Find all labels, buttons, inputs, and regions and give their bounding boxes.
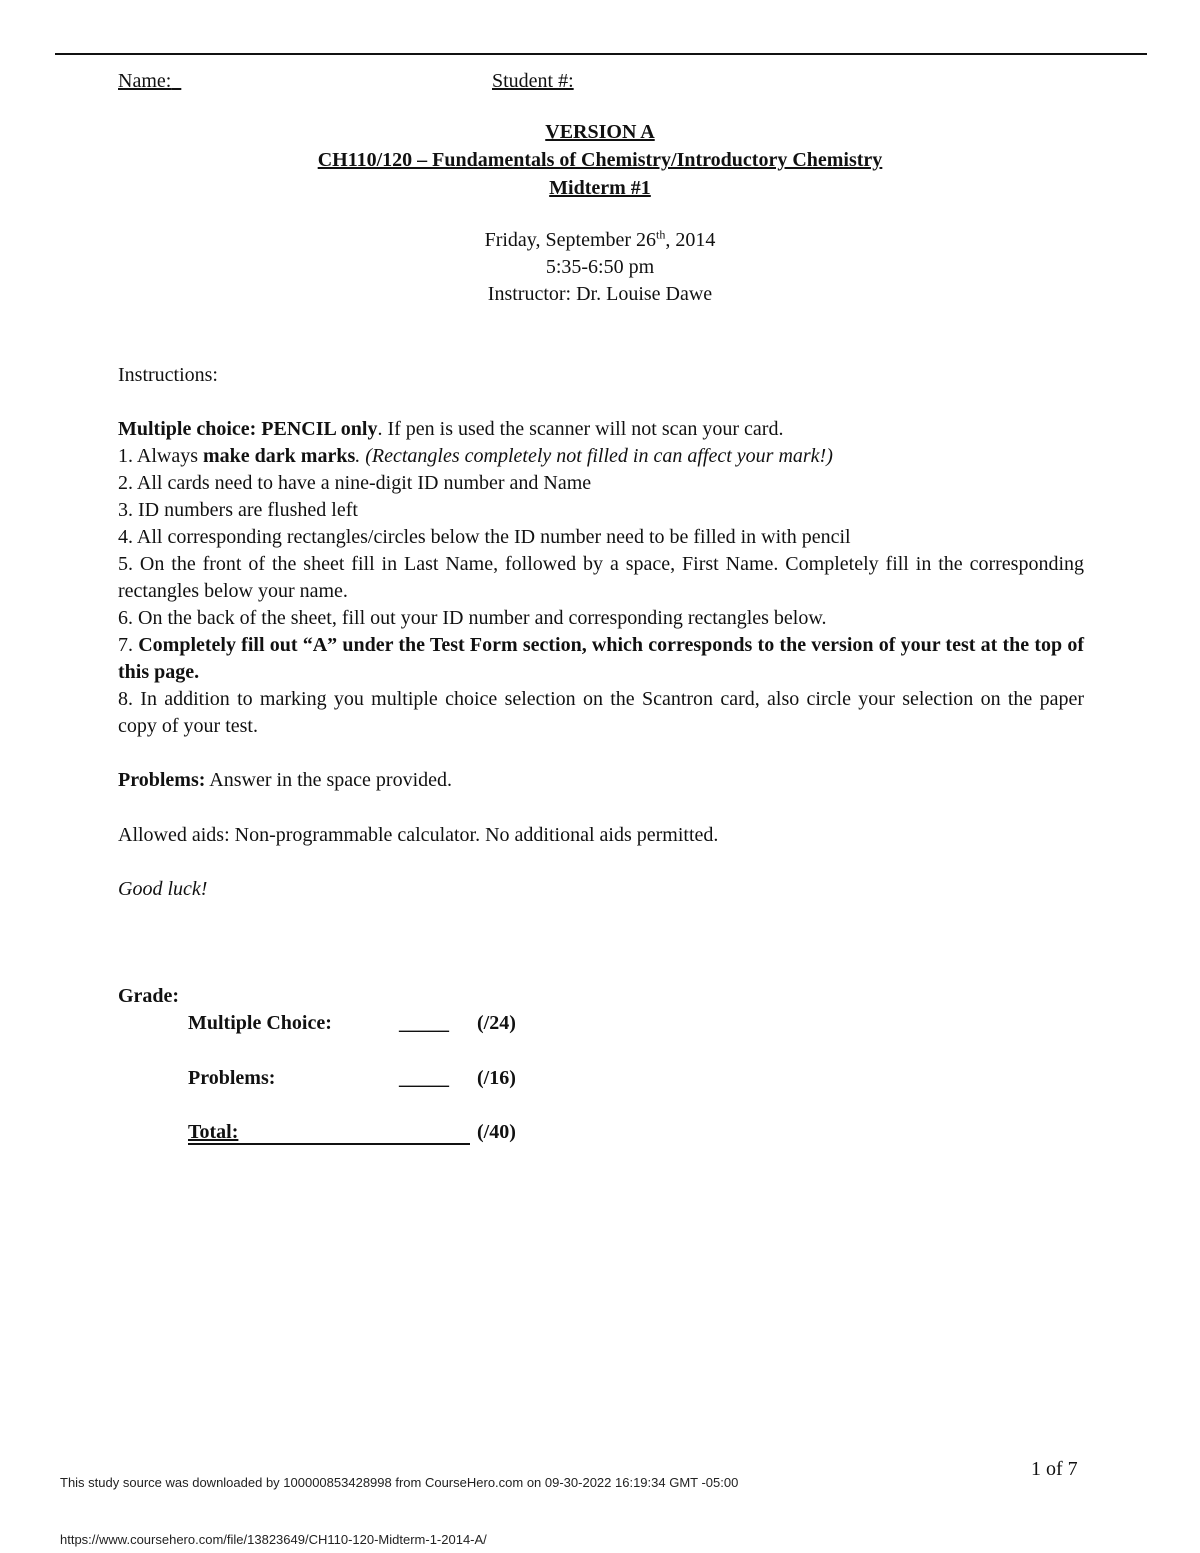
total-grade-max: (/40): [477, 1121, 516, 1143]
date-sup: th: [656, 227, 666, 242]
exam-details: [0, 227, 1200, 308]
download-note: This study source was downloaded by 100000853428998 from CourseHero.com on 09-30-2022 16:19:34 GMT -05:00: [60, 1475, 739, 1490]
problems-grade-blank: _____: [399, 1067, 449, 1089]
instruction-item-1: [118, 443, 1084, 470]
instructions-list: [118, 416, 1084, 740]
problems-instruction: [118, 767, 1084, 794]
problems-text: Answer in the space provided.: [205, 769, 453, 791]
item7-pre: 7.: [118, 634, 139, 656]
course-title: CH110/120 – Fundamentals of Chemistry/Introductory Chemistry: [317, 149, 883, 171]
version-title: VERSION A: [545, 121, 655, 143]
item1-italic: . (Rectangles completely not filled in can affect your mark!): [355, 445, 833, 467]
good-luck: [118, 876, 1084, 903]
item7-bold: Completely fill out “A” under the Test Form section, which corresponds to the version of your test at the top of this page.: [118, 634, 1084, 683]
student-number-label: Student #:: [492, 70, 574, 92]
mc-bold: Multiple choice: PENCIL only: [118, 418, 378, 440]
source-url[interactable]: https://www.coursehero.com/file/13823649/CH110-120-Midterm-1-2014-A/: [60, 1532, 487, 1547]
good-luck-text: Good luck!: [118, 878, 208, 900]
item1-pre: 1. Always: [118, 445, 203, 467]
problems-grade-label: Problems:: [188, 1067, 276, 1089]
exam-title: Midterm #1: [549, 177, 651, 199]
mc-grade-max: (/24): [477, 1012, 516, 1034]
top-rule: [55, 53, 1147, 55]
instructor: Instructor: Dr. Louise Dawe: [487, 283, 713, 305]
problems-label: Problems:: [118, 769, 206, 791]
instruction-item-2: 2. All cards need to have a nine-digit ID number and Name: [118, 472, 592, 494]
allowed-aids: Allowed aids: Non-programmable calculator. No additional aids permitted.: [118, 824, 719, 846]
instructions-heading: Instructions:: [118, 364, 218, 386]
mc-instruction: [118, 416, 1084, 443]
exam-time: 5:35-6:50 pm: [545, 256, 655, 278]
grade-heading: Grade:: [118, 985, 180, 1007]
instruction-item-5: 5. On the front of the sheet fill in Last Name, followed by a space, First Name. Completely fill in the corresponding rectangles below your name.: [118, 553, 1084, 602]
instruction-item-6: 6. On the back of the sheet, fill out your ID number and corresponding rectangles below.: [118, 607, 827, 629]
name-field-label: [118, 70, 181, 93]
date-prefix: Friday, September 26: [484, 229, 657, 251]
instruction-item-4: 4. All corresponding rectangles/circles below the ID number need to be filled in with pencil: [118, 526, 851, 548]
total-grade-label: Total:: [188, 1121, 239, 1143]
title-block: [0, 118, 1200, 202]
mc-grade-blank: _____: [399, 1012, 449, 1034]
instruction-item-3: 3. ID numbers are flushed left: [118, 499, 358, 521]
mc-grade-label: Multiple Choice:: [188, 1012, 332, 1034]
total-grade-line: [188, 1121, 470, 1145]
instruction-item-7: [118, 632, 1084, 686]
date-suffix: , 2014: [665, 229, 716, 251]
page-number: 1 of 7: [1031, 1458, 1078, 1480]
instruction-item-8: 8. In addition to marking you multiple choice selection on the Scantron card, also circle your selection on the paper copy of your test.: [118, 688, 1084, 737]
item1-bold: make dark marks: [203, 445, 356, 467]
problems-grade-max: (/16): [477, 1067, 516, 1089]
mc-rest: . If pen is used the scanner will not scan your card.: [377, 418, 784, 440]
exam-date: [0, 227, 1200, 254]
name-label-text: Name:: [118, 70, 172, 92]
